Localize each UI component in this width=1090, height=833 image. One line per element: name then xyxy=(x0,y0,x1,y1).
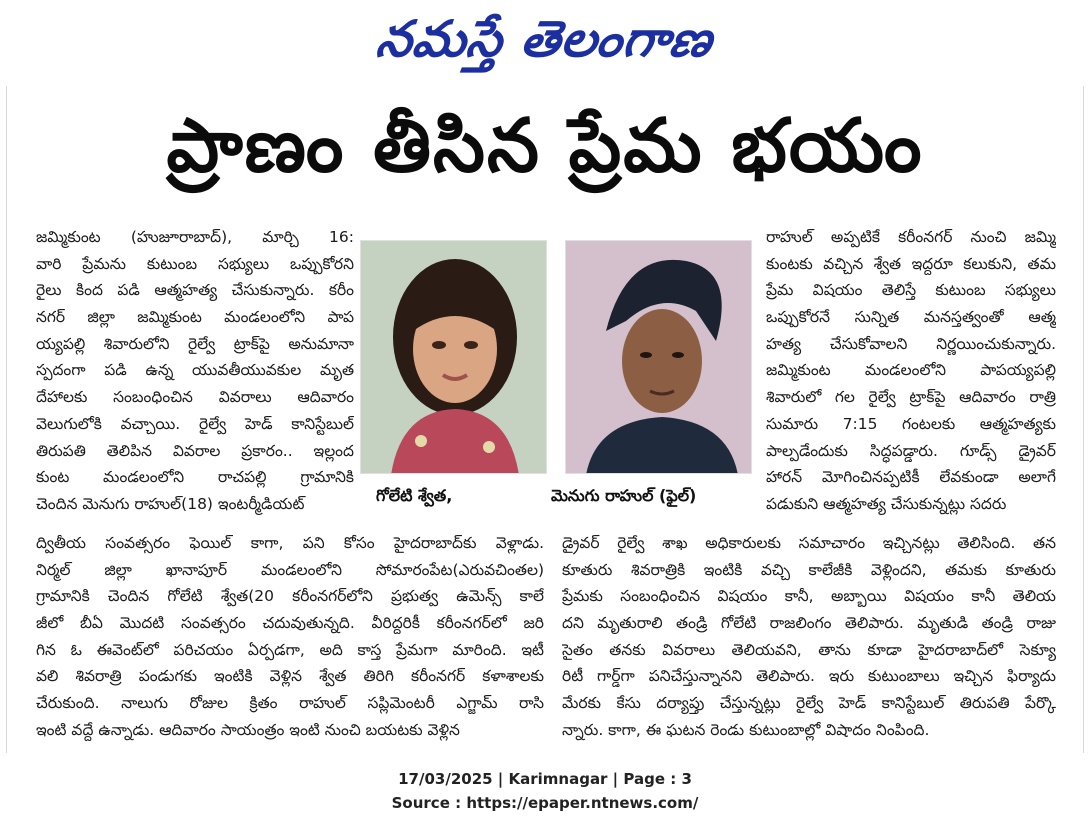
article-line: జీలో బీఏ మొదటి సంవత్సరం చదువుతున్నది. వీరిద్దరికీ కరీంనగర్‌లో జరి xyxy=(36,614,544,633)
article-right-bottom xyxy=(562,530,1056,744)
article-left-column xyxy=(36,224,354,518)
article-line: కూతురు శివరాత్రికి ఇంటికి వచ్చి కాలేజీకి వెళ్లిందని, తమకు కూతురు xyxy=(562,560,1056,579)
masthead xyxy=(0,6,1090,76)
footer-dateline: 17/03/2025 | Karimnagar | Page : 3 xyxy=(398,770,692,788)
article-line: కుంట మండలంలోని రాచపల్లి గ్రామానికి xyxy=(36,468,354,487)
article-line: కుంటకు వచ్చిన శ్వేత ఇద్దరూ కలుకుని, తమ xyxy=(766,254,1056,273)
article-line: పాల్పడేందుకు సిద్ధపడ్డారు. గూడ్స్ డ్రైవర్ xyxy=(766,441,1056,460)
photo-young-woman-illustration xyxy=(361,241,547,474)
article-line: చెందిన మెనుగు రాహుల్(18) ఇంటర్మీడియట్ xyxy=(36,494,305,513)
article-line: వారి ప్రేమను కుటుంబ సభ్యులు ఒప్పుకోరని xyxy=(36,254,354,273)
article-line: సైతం తనకు వివరాలు తెలియవని, తాను కూడా హైదరాబాద్‌లో సెక్యూ xyxy=(562,640,1056,659)
article-line: ఒప్పుకోరనే సున్నిత మనస్తత్వంతో ఆత్మ xyxy=(766,308,1056,327)
article-line: తిరుపతి తెలిపిన వివరాల ప్రకారం.. ఇల్లంద xyxy=(36,441,354,460)
photo-young-man xyxy=(565,240,752,474)
article-line: ద్వితీయ సంవత్సరం ఫెయిల్ కాగా, పని కోసం హైదరాబాద్‌కు వెళ్లాడు. xyxy=(36,534,544,552)
article-line: ప్రేమ విషయం తెలిస్తే కుటుంబ సభ్యులు xyxy=(766,281,1056,300)
article-line: పడుకుని ఆత్మహత్య చేసుకున్నట్లు సదరు xyxy=(766,494,1007,513)
photo-caption-right: మెనుగు రాహుల్ (ఫైల్) xyxy=(551,486,697,505)
article-line: శివారులో గల రైల్వే ట్రాక్‌పై ఆదివారం రాత్రి xyxy=(766,388,1056,407)
article-line: నగర్ జిల్లా జమ్మికుంట మండలంలోని పాప xyxy=(36,308,354,327)
article-line: గ్రామానికి చెందిన గోలేటి శ్వేత(20 కరీంనగర్‌లోని ప్రభుత్వ ఉమెన్స్ కాలే xyxy=(36,587,544,606)
article-line: గిన ఓ ఈవెంట్‌లో పరిచయం ఏర్పడగా, అది కాస్త ప్రేమగా మారింది. ఇటీ xyxy=(36,640,544,659)
headline xyxy=(0,96,1090,196)
headline-text: ప్రాణం తీసిన ప్రేమ భయం xyxy=(166,103,924,189)
article-line: రిటీ గార్డ్‌గా పనిచేస్తున్నానని తెలిపారు. ఇరు కుటుంబాలు ఇచ్చిన ఫిర్యాదు xyxy=(562,667,1056,686)
masthead-title: నమస్తే తెలంగాణ xyxy=(373,10,717,68)
article-line: హారన్ మోగించినప్పటికీ లేవకుండా అలాగే xyxy=(766,468,1056,487)
footer-source: Source : https://epaper.ntnews.com/ xyxy=(391,794,699,812)
article-line: వెలుగులోకి వచ్చాయి. రైల్వే హెడ్ కానిస్టేబుల్ xyxy=(36,414,354,433)
photo-caption-left: గోలేటి శ్వేత, xyxy=(376,486,453,505)
article-line: దేహాలకు సంబంధించిన వివరాలు ఆదివారం xyxy=(36,388,354,407)
article-line: న్నారు. కాగా, ఈ ఘటన రెండు కుటుంబాల్లో విషాదం నింపింది. xyxy=(562,720,930,739)
article-line: రైలు కింద పడి ఆత్మహత్య చేసుకున్నారు. కరీం xyxy=(36,281,354,300)
article-line: దని మృతురాలి తండ్రి గోలేటి రాజలింగం తెలిపారు. మృతుడి తండ్రి రాజు xyxy=(562,614,1056,633)
article-line: ప్రేమకు సంబంధించిన విషయం కానీ, అబ్బాయి విషయం కానీ తెలియ xyxy=(562,587,1056,606)
article-line: జమ్మికుంట (హుజూరాబాద్), మార్చి 16: xyxy=(36,228,354,246)
photo-young-man-illustration xyxy=(566,241,752,474)
photo-young-woman xyxy=(360,240,547,474)
article-line: హత్య చేసుకోవాలని నిర్ణయించుకున్నారు. xyxy=(766,334,1056,353)
article-line: డ్రైవర్ రైల్వే శాఖ అధికారులకు సమాచారం ఇచ్చినట్లు తెలిసింది. తన xyxy=(562,534,1056,552)
article-line: నిర్మల్ జిల్లా ఖానాపూర్ మండలంలోని సోమారంపేట(ఎరువచింతల) xyxy=(36,560,544,579)
article-line: చేరుకుంది. నాలుగు రోజుల క్రితం రాహుల్ సప్లిమెంటరీ ఎగ్జామ్ రాసి xyxy=(36,694,544,713)
article-line: స్పదంగా పడి ఉన్న యువతీయువకుల మృత xyxy=(36,361,354,380)
article-line: ఇంటి వద్దే ఉన్నాడు. ఆదివారం సాయంత్రం ఇంటి నుంచి బయటకు వెళ్లిన xyxy=(36,720,460,739)
article-line: య్యపల్లి శివారులోని రైల్వే ట్రాక్‌పై అనుమానా xyxy=(36,334,354,353)
article-left-bottom xyxy=(36,530,544,744)
article-line: మేరకు కేసు దర్యాప్తు చేస్తున్నట్లు రైల్వే హెడ్ కానిస్టేబుల్ తిరుపతి పేర్కొ xyxy=(562,694,1056,713)
article-line: సుమారు 7:15 గంటలకు ఆత్మహత్యకు xyxy=(766,414,1056,433)
article-line: జమ్మికుంట మండలంలోని పాపయ్యపల్లి xyxy=(766,361,1056,380)
article-line: రాహుల్ అప్పటికే కరీంనగర్ నుంచి జమ్మి xyxy=(766,228,1056,246)
article-right-column xyxy=(766,224,1056,518)
article-line: వలి శివరాత్రి పండుగకు ఇంటికి వెళ్లిన శ్వేత తిరిగి కరీంనగర్ కళాశాలకు xyxy=(36,667,544,686)
